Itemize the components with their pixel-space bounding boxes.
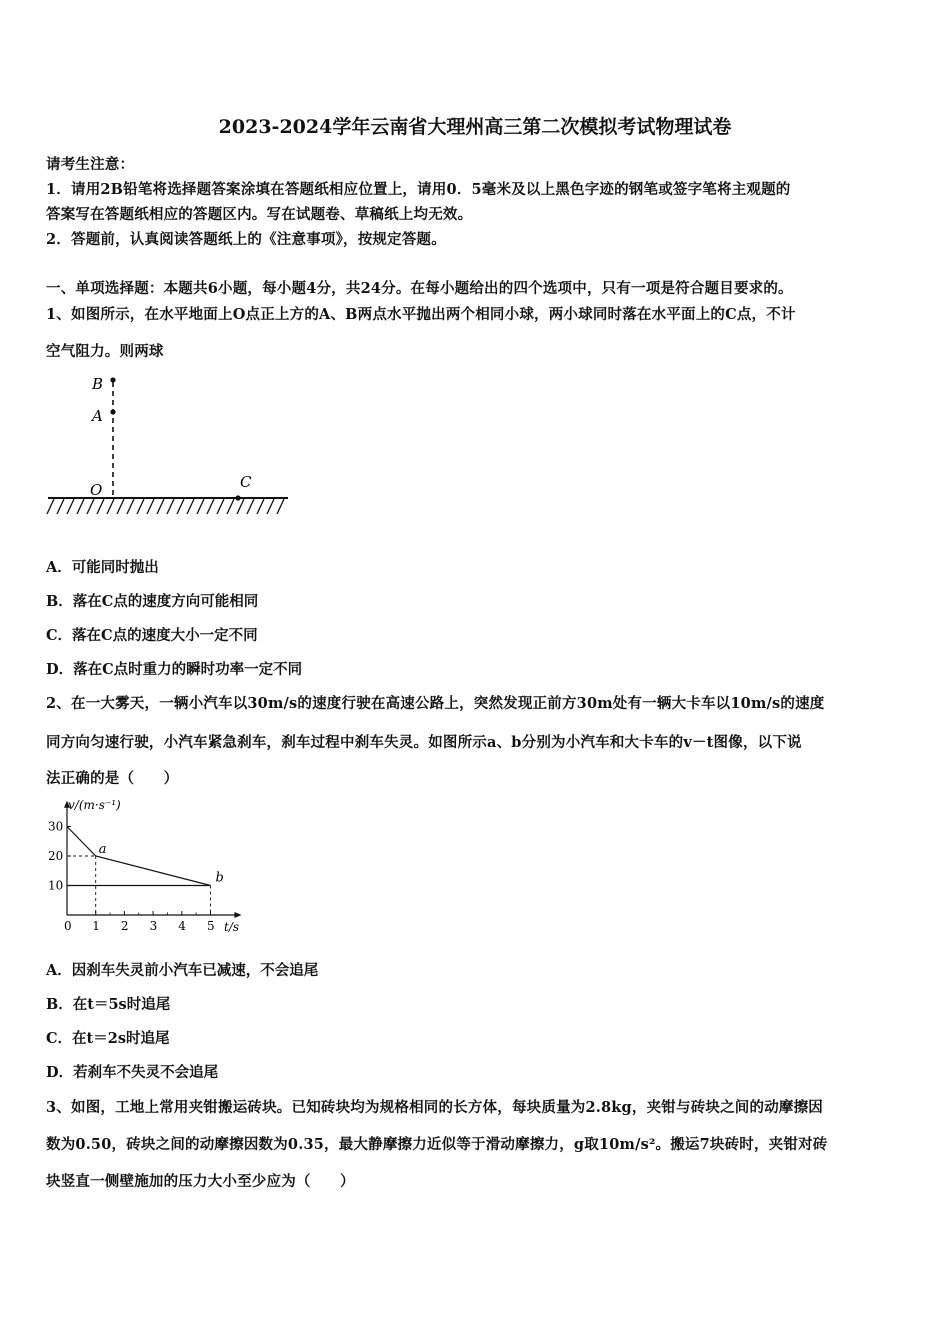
notice-item: 答案写在答题纸相应的答题区内。写在试题卷、草稿纸上均无效。 <box>46 206 473 223</box>
question-2-stem: 同方向匀速行驶，小汽车紧急刹车，刹车过程中刹车失灵。如图所示a、b分别为小汽车和大卡车的v－t图像，以下说 <box>46 734 802 751</box>
question-3-stem: 数为0.50，砖块之间的动摩擦因数为0.35，最大静摩擦力近似等于滑动摩擦力，g取10m/s²。搬运7块砖时，夹钳对砖 <box>46 1136 828 1153</box>
question-2-option: A．因刹车失灵前小汽车已减速，不会追尾 <box>46 962 319 979</box>
question-3-stem: 3、如图，工地上常用夹钳搬运砖块。已知砖块均为规格相同的长方体，每块质量为2.8kg，夹钳与砖块之间的动摩擦因 <box>46 1099 823 1116</box>
point-a <box>110 409 115 414</box>
question-1-option: B．落在C点的速度方向可能相同 <box>46 593 259 610</box>
label-o: O <box>90 481 103 499</box>
y-tick-label: 20 <box>48 849 64 863</box>
point-b <box>110 377 115 382</box>
question-2-option: C．在t＝2s时追尾 <box>46 1030 170 1047</box>
question-1-option: A．可能同时抛出 <box>46 559 159 576</box>
question-2-stem: 2、在一大雾天，一辆小汽车以30m/s的速度行驶在高速公路上，突然发现正前方30m处有一辆大卡车以10m/s的速度 <box>46 695 825 712</box>
y-tick-label: 30 <box>48 819 64 834</box>
label-a: A <box>92 407 103 425</box>
question-1-stem: 空气阻力。则两球 <box>46 343 164 360</box>
chart-xlabel: t/s <box>224 920 240 934</box>
ground-hatching <box>47 499 284 514</box>
x-tick-label: 1 <box>92 919 100 933</box>
label-b: B <box>92 375 104 393</box>
question-2-option: B．在t＝5s时追尾 <box>46 996 171 1013</box>
label-c: C <box>240 473 252 491</box>
series-a-label: a <box>98 842 107 857</box>
x-tick-label: 5 <box>207 919 215 933</box>
question-1-option: C．落在C点的速度大小一定不同 <box>46 627 258 644</box>
series-b-label: b <box>215 870 224 886</box>
series-a-line <box>67 827 211 886</box>
notice-item: 2．答题前，认真阅读答题纸上的《注意事项》，按规定答题。 <box>46 231 446 248</box>
question-2-option: D．若刹车不失灵不会追尾 <box>46 1064 219 1081</box>
chart-ylabel: v/(m·s⁻¹) <box>68 798 121 812</box>
x-tick-label: 0 <box>64 919 72 933</box>
page-title: 2023-2024学年云南省大理州高三第二次模拟考试物理试卷 <box>218 116 732 138</box>
projectile-figure <box>44 368 294 520</box>
vt-chart <box>42 795 252 940</box>
section-heading: 一、单项选择题：本题共6小题，每小题4分，共24分。在每小题给出的四个选项中，只有一项是符合题目要求的。 <box>46 280 793 297</box>
x-tick-label: 4 <box>178 919 186 933</box>
question-1-stem: 1、如图所示，在水平地面上O点正上方的A、B两点水平抛出两个相同小球，两小球同时落在水平面上的C点，不计 <box>46 306 796 323</box>
notice-heading: 请考生注意： <box>46 156 135 173</box>
y-tick-label: 10 <box>48 878 64 893</box>
x-tick-label: 3 <box>149 919 158 933</box>
x-axis-arrow <box>234 912 241 918</box>
question-2-stem: 法正确的是（ ） <box>46 770 179 787</box>
question-3-stem: 块竖直一侧壁施加的压力大小至少应为（ ） <box>46 1173 355 1190</box>
x-tick-label: 2 <box>120 919 129 933</box>
question-1-option: D．落在C点时重力的瞬时功率一定不同 <box>46 661 303 678</box>
notice-item: 1．请用2B铅笔将选择题答案涂填在答题纸相应位置上，请用0．5毫米及以上黑色字迹的钢笔或签字笔将主观题的 <box>46 181 791 198</box>
